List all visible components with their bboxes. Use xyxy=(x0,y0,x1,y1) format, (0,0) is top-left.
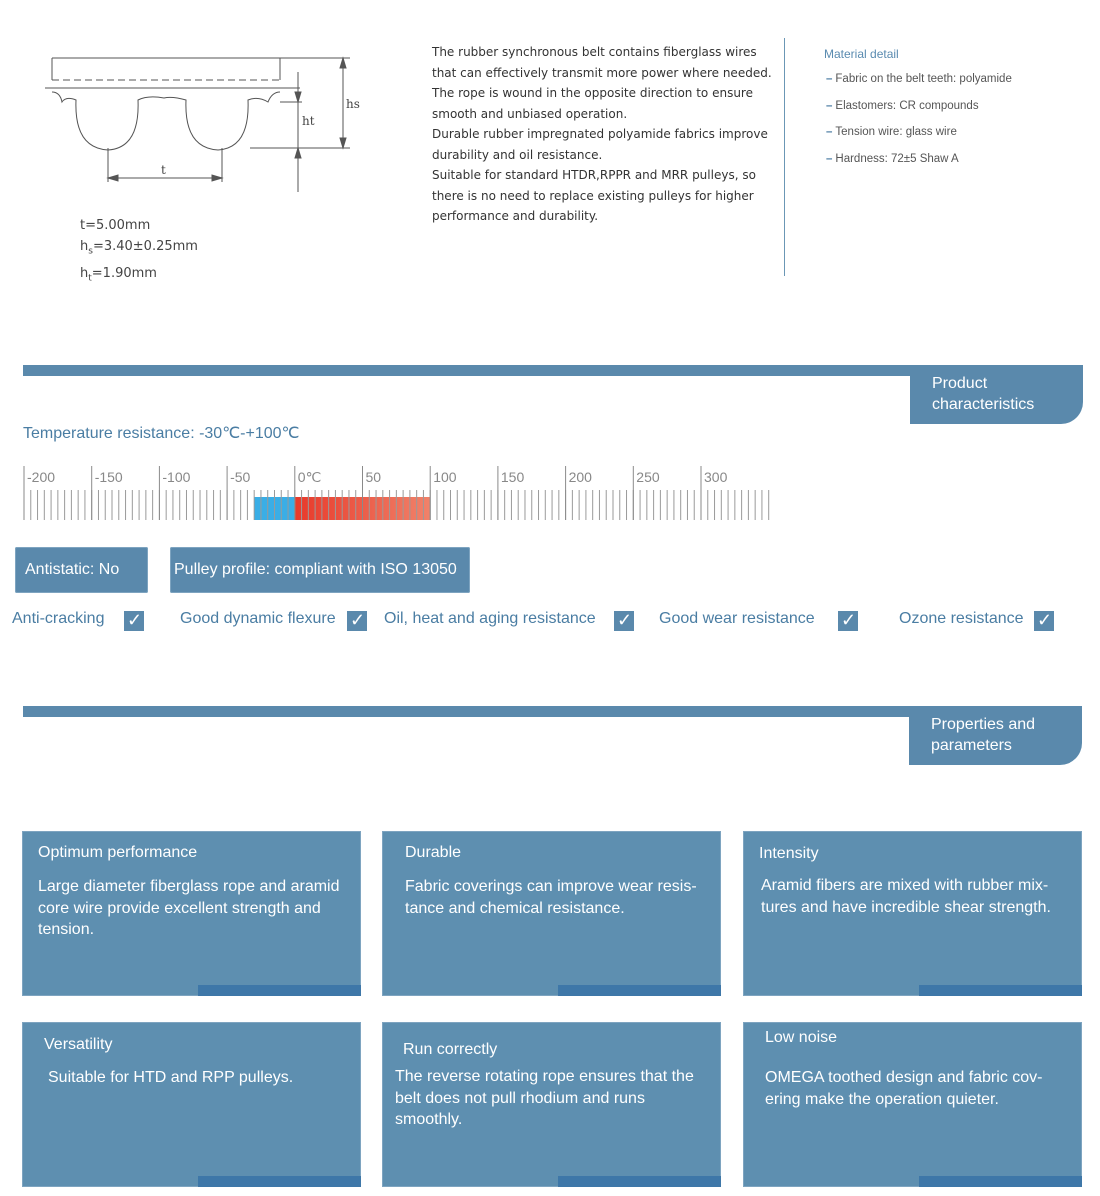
card-body: Suitable for HTD and RPP pulleys. xyxy=(48,1069,294,1086)
pulley-profile-badge: Pulley profile: compliant with ISO 13050 xyxy=(170,547,470,593)
card-durable xyxy=(382,831,721,996)
card-body: The reverse rotating rope ensures that the belt does not pull rhodium and runs smoothly. xyxy=(395,1068,694,1128)
scale-tick-label: -150 xyxy=(94,469,123,485)
description-line: there is no need to replace existing pulleys for higher xyxy=(432,188,754,203)
description-line: performance and durability. xyxy=(432,209,599,223)
card-intensity xyxy=(743,831,1082,996)
card-low-noise xyxy=(743,1022,1082,1187)
card-title: Optimum performance xyxy=(38,844,198,861)
feature-anti-cracking: Anti-cracking xyxy=(12,610,105,627)
card-accent-strip xyxy=(198,1176,361,1187)
checkmark-icon: ✓ xyxy=(347,611,367,631)
checkmark-icon: ✓ xyxy=(614,611,634,631)
feature-oil-heat-aging: Oil, heat and aging resistance xyxy=(384,610,596,627)
dimension-values xyxy=(80,215,198,289)
material-item: – Hardness: 72±5 Shaw A xyxy=(826,152,959,165)
checkmark-icon: ✓ xyxy=(1034,611,1054,631)
card-body: Aramid fibers are mixed with rubber mix- tures and have incredible shear strength. xyxy=(761,877,1051,916)
card-accent-strip xyxy=(558,1176,721,1187)
material-item: – Fabric on the belt teeth: polyamide xyxy=(826,73,1012,85)
scale-tick-label: -50 xyxy=(230,469,251,485)
temperature-scale xyxy=(20,464,780,524)
feature-wear-resistance: Good wear resistance xyxy=(659,610,815,627)
card-title: Run correctly xyxy=(403,1041,498,1058)
belt-profile-diagram xyxy=(40,40,370,210)
card-accent-strip xyxy=(558,985,721,996)
section-tab-properties-parameters: Properties and parameters xyxy=(909,706,1082,765)
scale-tick-label: 200 xyxy=(568,469,592,485)
scale-tick-label: 100 xyxy=(433,469,457,485)
diagram-label-t: t xyxy=(161,163,166,177)
temperature-title: Temperature resistance: -30℃-+100℃ xyxy=(23,425,300,442)
description-line: Durable rubber impregnated polyamide fabrics improve xyxy=(432,127,768,141)
description-line: that can effectively transmit more power where needed. xyxy=(432,65,772,80)
section-tab-product-characteristics: Product characteristics xyxy=(910,365,1083,424)
card-body: Large diameter fiberglass rope and aramid core wire provide excellent strength and tension. xyxy=(38,878,340,938)
dimension-ht: $h_t=1.90mm$ xyxy=(80,265,157,284)
card-accent-strip xyxy=(919,985,1082,996)
checkmark-icon: ✓ xyxy=(838,611,858,631)
dimension-hs: $h_s=3.40\pm 0.25mm$ xyxy=(80,239,198,257)
card-optimum-performance xyxy=(22,831,361,996)
description-line: durability and oil resistance. xyxy=(432,147,603,162)
card-accent-strip xyxy=(919,1176,1082,1187)
checkmark-icon: ✓ xyxy=(124,611,144,631)
material-list xyxy=(826,70,1012,176)
material-title: Material detail xyxy=(824,47,899,61)
card-title: Versatility xyxy=(44,1036,113,1053)
product-description xyxy=(432,42,772,227)
scale-tick-label: 0℃ xyxy=(297,469,322,485)
scale-tick-label: 150 xyxy=(500,469,525,485)
scale-tick-label: -200 xyxy=(27,469,56,485)
material-item: – Tension wire: glass wire xyxy=(826,126,957,138)
card-versatility xyxy=(22,1022,361,1187)
feature-ozone-resistance: Ozone resistance xyxy=(899,610,1024,627)
scale-tick-label: 300 xyxy=(704,469,728,485)
scale-tick-label: 250 xyxy=(636,469,660,485)
material-item: – Elastomers: CR compounds xyxy=(826,99,979,112)
card-accent-strip xyxy=(198,985,361,996)
description-line: smooth and unbiased operation. xyxy=(432,106,628,121)
divider xyxy=(784,38,785,276)
description-line: The rope is wound in the opposite direction to ensure xyxy=(432,86,753,100)
scale-tick-label: 50 xyxy=(365,469,382,485)
description-line: Suitable for standard HTDR,RPPR and MRR pulleys, so xyxy=(432,168,756,182)
dimension-t: t=5.00mm xyxy=(80,218,151,233)
card-title: Low noise xyxy=(765,1029,838,1046)
diagram-label-ht: ht xyxy=(302,114,315,128)
card-body: Fabric coverings can improve wear resis- tance and chemical resistance. xyxy=(405,878,697,917)
antistatic-badge: Antistatic: No xyxy=(15,547,148,593)
card-title: Intensity xyxy=(759,845,819,862)
scale-tick-label: -100 xyxy=(162,469,191,485)
card-body: OMEGA toothed design and fabric cov- ering make the operation quieter. xyxy=(765,1069,1043,1108)
description-line: The rubber synchronous belt contains fiberglass wires xyxy=(432,45,757,59)
card-title: Durable xyxy=(405,844,462,861)
feature-dynamic-flexure: Good dynamic flexure xyxy=(180,610,336,627)
diagram-label-hs: hs xyxy=(346,97,360,111)
card-run-correctly xyxy=(382,1022,721,1187)
